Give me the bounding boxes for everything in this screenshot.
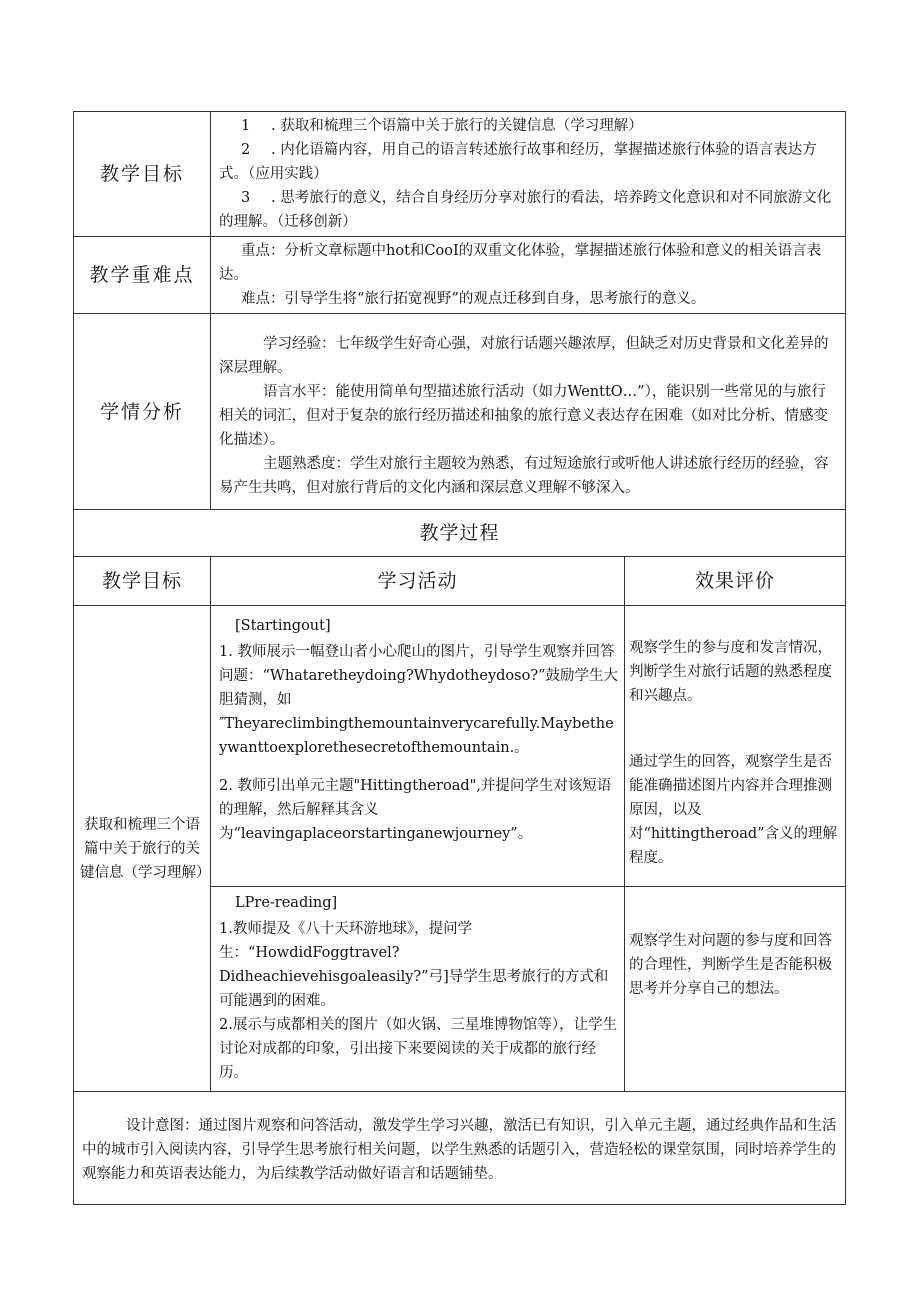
starting-out-row	[74, 606, 846, 887]
starting-out-activity	[211, 606, 625, 887]
analysis-row	[74, 314, 846, 510]
lesson-plan-sheet	[73, 111, 845, 1205]
header-evaluation: 效果评价	[625, 557, 846, 606]
objectives-content	[211, 112, 846, 237]
analysis-familiarity: 主题熟悉度：学生对旅行主题较为熟悉，有过短途旅行或听他人讲述旅行经历的经验，容易产生共鸣，但对旅行背后的文化内涵和深层意义理解不够深入。	[219, 456, 829, 496]
pre-reading-step-2: 2.展示与成都相关的图片（如火锅、三星堆博物馆等），让学生讨论对成都的印象，引出接下来要阅读的关于成都的旅行经历。	[219, 1017, 618, 1081]
starting-step-1-example-b: ywanttoexplorethesecretofthemountain.。	[219, 740, 529, 756]
starting-step-2: 2. 教师引出单元主题"Hittingtheroad",并提问学生对该短语的理解，然后解释其含义为“leavingaplaceorstartinganewjourney”。	[219, 778, 612, 842]
process-title-row	[74, 510, 846, 557]
key-points-row	[74, 237, 846, 314]
pre-reading-evaluation	[625, 887, 846, 1092]
pre-reading-activity	[211, 887, 625, 1092]
objective-item-1: 1 . 获取和梳理三个语篇中关于旅行的关键信息（学习理解）	[241, 118, 643, 134]
header-goal: 教学目标	[74, 557, 211, 606]
pre-reading-eval: 观察学生对问题的参与度和回答的合理性，判断学生是否能积极思考并分享自己的想法。	[629, 933, 832, 997]
design-row	[74, 1092, 846, 1205]
starting-eval-2: 通过学生的回答，观察学生是否能准确描述图片内容并合理推测原因，以及对“hittingtheroad”含义的理解程度。	[629, 754, 838, 866]
analysis-language: 语言水平：能使用简单句型描述旅行活动（如力WenttO…”），能识别一些常见的与旅行相关的词汇，但对于复杂的旅行经历描述和抽象的旅行意义表达存在困难（如对比分析、情感变化描述）。	[219, 384, 828, 448]
analysis-experience: 学习经验：七年级学生好奇心强，对旅行话题兴趣浓厚，但缺乏对历史背景和文化差异的深层理解。	[219, 336, 829, 376]
pre-reading-step-1: 1.教师提及《八十天环游地球》，提问学生：“HowdidFoggtravel?Didheachievehisgoaleasily?”弓]导学生思考旅行的方式和可能遇到的困难。	[219, 921, 609, 1009]
process-header-row	[74, 557, 846, 606]
objectives-row	[74, 112, 846, 237]
starting-out-evaluation	[625, 606, 846, 887]
process-goal: 获取和梳理三个语篇中关于旅行的关键信息（学习理解）	[74, 606, 211, 1092]
analysis-content	[211, 314, 846, 510]
objective-item-2: 2 . 内化语篇内容，用自己的语言转述旅行故事和经历，掌握描述旅行体验的语言表达方式。（应用实践）	[219, 142, 817, 182]
key-points-label: 教学重难点	[74, 237, 211, 314]
key-points-content	[211, 237, 846, 314]
key-point-focus: 重点：分析文章标题中hot和CooI的双重文化体验，掌握描述旅行体验和意义的相关语言表达。	[219, 243, 822, 283]
lesson-plan-table	[73, 111, 846, 1205]
objectives-label: 教学目标	[74, 112, 211, 237]
key-point-difficulty: 难点：引导学生将“旅行拓宽视野”的观点迁移到自身，思考旅行的意义。	[241, 291, 706, 307]
design-intent	[74, 1092, 846, 1205]
starting-step-1: 1. 教师展示一幅登山者小心爬山的图片，引导学生观察并回答问题：“Whataretheydoing?Whydotheydoso?”鼓励学生大胆猜测，如	[219, 644, 619, 708]
analysis-label: 学情分析	[74, 314, 211, 510]
design-intent-text: 设计意图：通过图片观察和问答活动，激发学生学习兴趣，激活已有知识，引入单元主题，通过经典作品和生活中的城市引入阅读内容，引导学生思考旅行相关问题，以学生熟悉的话题引入，营造轻松的课堂氛围，同时培养学生的观察能力和英语表达能力，为后续教学活动做好语言和话题铺垫。	[82, 1118, 837, 1182]
objective-item-3: 3 . 思考旅行的意义，结合自身经历分享对旅行的看法，培养跨文化意识和对不同旅游文化的理解。（迁移创新）	[219, 190, 832, 230]
starting-eval-1: 观察学生的参与度和发言情况，判断学生对旅行话题的熟悉程度和兴趣点。	[629, 640, 832, 704]
starting-out-tag: [Startingout]	[235, 618, 331, 634]
process-title: 教学过程	[74, 510, 846, 557]
starting-step-1-example-a: ″Theyareclimbingthemountainverycarefully.Maybethe	[219, 716, 614, 732]
pre-reading-tag: LPre-reading]	[235, 895, 338, 911]
header-activity: 学习活动	[211, 557, 625, 606]
